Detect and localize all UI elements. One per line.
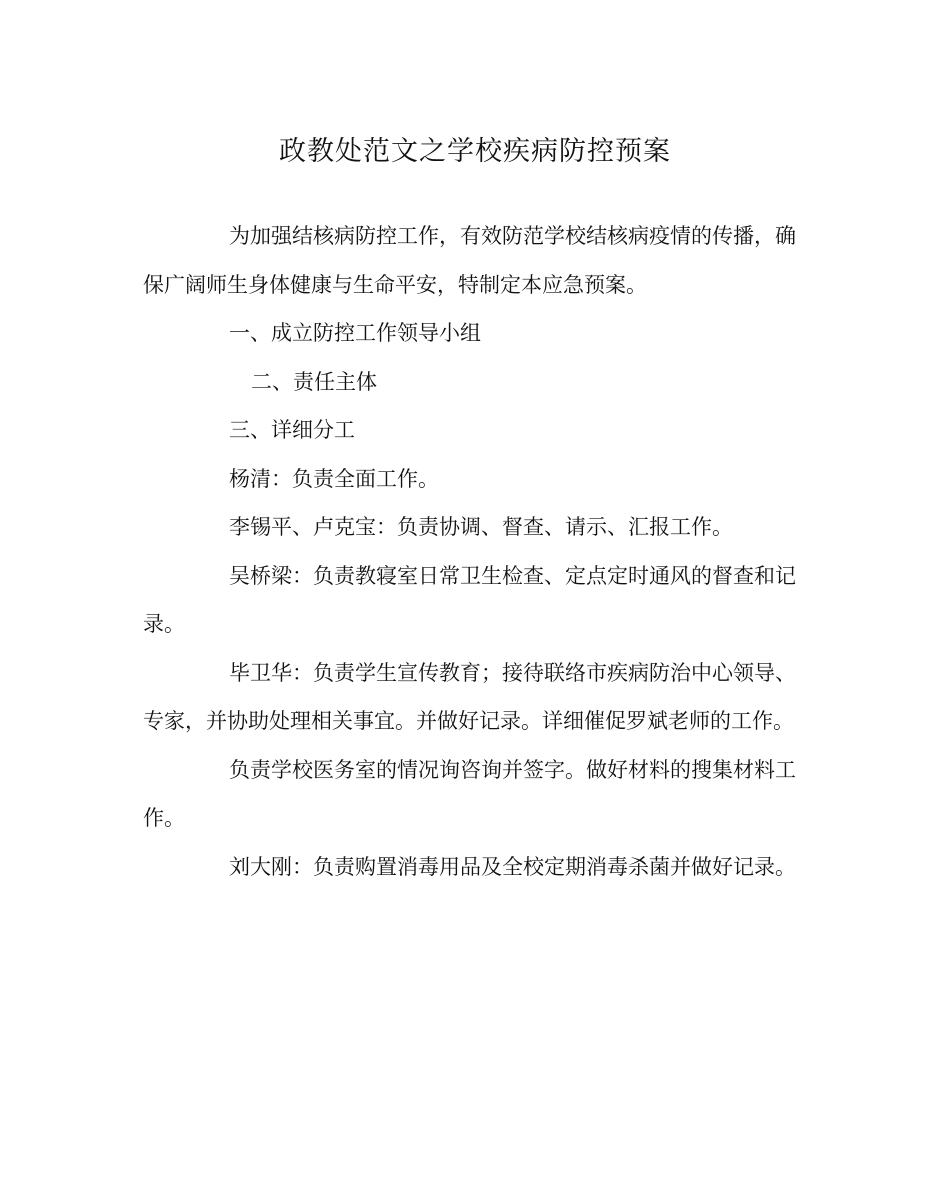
duty-item: 李锡平、卢克宝：负责协调、督查、请示、汇报工作。 xyxy=(229,515,733,539)
duty-item: 杨清：负责全面工作。 xyxy=(229,466,439,491)
section-heading-3: 三、详细分工 xyxy=(229,418,355,442)
document-title: 政教处范文之学校疾病防控预案 xyxy=(279,136,671,167)
document-body xyxy=(143,212,803,891)
duty-item: 吴桥梁：负责教寝室日常卫生检查、定点定时通风的督查和记录。 xyxy=(143,563,796,636)
duty-item: 负责学校医务室的情况询咨询并签字。做好材料的搜集材料工作。 xyxy=(143,757,796,830)
duty-item: 毕卫华：负责学生宣传教育；接待联络市疾病防治中心领导、专家，并协助处理相关事宜。并做好记录。详细催促罗斌老师的工作。 xyxy=(143,660,796,733)
section-heading-1: 一、成立防控工作领导小组 xyxy=(229,321,481,345)
duty-item: 刘大刚：负责购置消毒用品及全校定期消毒杀菌并做好记录。 xyxy=(229,854,796,879)
paragraph-intro: 为加强结核病防控工作，有效防范学校结核病疫情的传播，确保广阔师生身体健康与生命平安，特制定本应急预案。 xyxy=(143,224,796,297)
section-heading-2: 二、责任主体 xyxy=(251,369,377,394)
